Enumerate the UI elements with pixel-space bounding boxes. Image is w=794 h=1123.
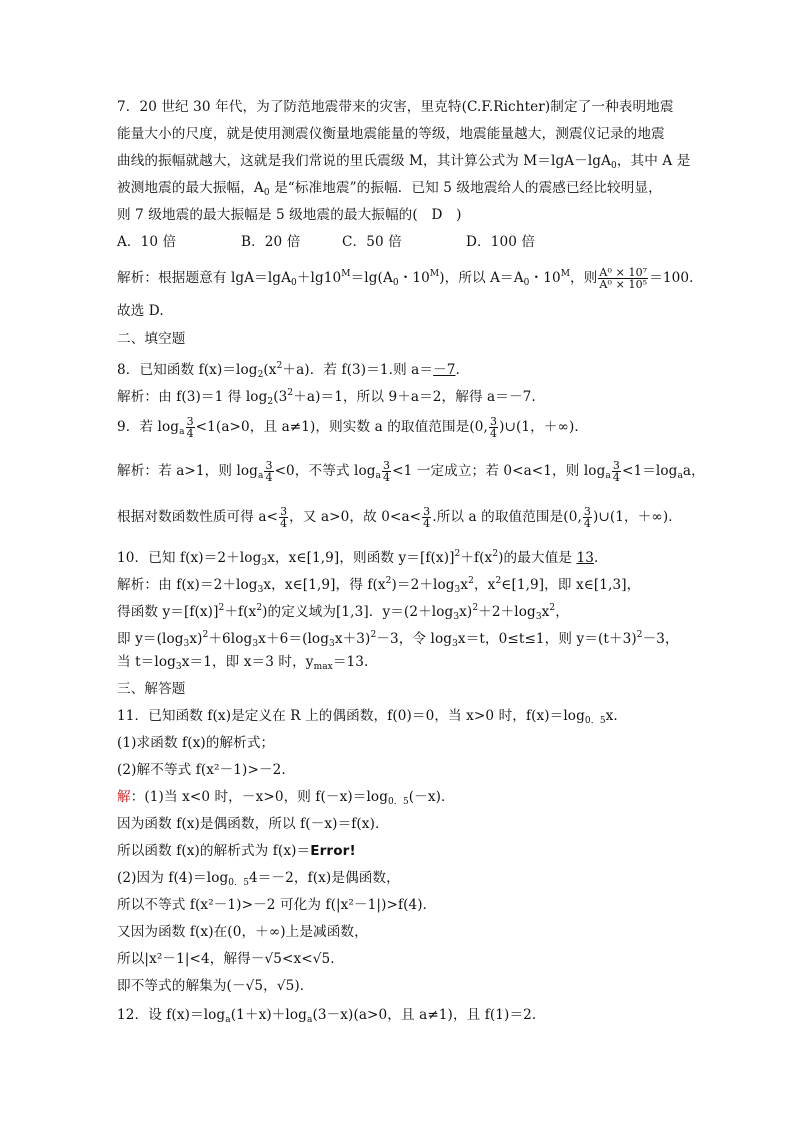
fraction-3-4: $\frac{3}{4}$ bbox=[383, 459, 391, 484]
q7-solution: 解析：根据题意有 $\lg A=\lg A_0+\lg 10^M=\lg(A_0$・$10^M$)，所以 $A=A_0$・$10^M$，则 $\frac{\text{A⁰ × 10⁷}}{\text{A⁰ × 10⁵}}$ ＝100. bbox=[117, 266, 694, 291]
q12-question: 12．设 $f(x)=\log_a(1+x)+\log_a(3-x)(a>0$，且 a≠1)，且 f(1)＝2. bbox=[117, 1007, 537, 1025]
q9-solution-line1: 解析：若 a>1，则 $\log_a$ $\frac{3}{4}$ <0，不等式 $\log_a$ $\frac{3}{4}$ <1 一定成立；若 0<a<1，则 $\log_a$ $\frac{3}{4}$ $<1=\log_aa$， bbox=[117, 459, 705, 484]
q11-solution-line8: 即不等式的解集为(－√5，√5)． bbox=[117, 978, 314, 994]
section-fill-in: 二、填空题 bbox=[117, 331, 186, 347]
fraction-3-4: $\frac{3}{4}$ bbox=[583, 505, 591, 530]
solution-label: 解 bbox=[117, 789, 131, 805]
q11-solution-line6: 又因为函数 f(x)在(0，＋∞)上是减函数， bbox=[117, 924, 368, 940]
fraction-3-4: $\frac{3}{4}$ bbox=[186, 415, 194, 440]
q9-question: 9．若 $\log_a$ $\frac{3}{4}$ <1(a>0，且 a≠1)，则实数 a 的取值范围是(0, $\frac{3}{4}$ )∪(1，＋∞)． bbox=[117, 415, 589, 440]
q11-solution-line5: 所以不等式 f(x²－1)>－2 可化为 f(|x²－1|)>f(4)． bbox=[117, 897, 437, 913]
section-solutions: 三、解答题 bbox=[117, 681, 186, 697]
q7-line3: 曲线的振幅就越大，这就是我们常说的里氏震级 M，其计算公式为 M＝lgA－lgA$_0$，其中 A 是 bbox=[117, 153, 691, 171]
q7-line4: 被测地震的最大振幅，$A_0$ 是“标准地震”的振幅．已知 5 级地震给人的震感已经比较明显， bbox=[117, 180, 662, 198]
q7-option-d: D．100 倍 bbox=[466, 234, 536, 250]
q11-part2: (2)解不等式 f(x²－1)>－2. bbox=[117, 762, 286, 778]
q11-solution-line3: 所以函数 f(x)的解析式为 f(x)＝Error! bbox=[117, 843, 356, 859]
q7-option-c: C．50 倍 bbox=[342, 234, 402, 250]
q7-line1: 7．20 世纪 30 年代，为了防范地震带来的灾害，里克特(C.F.Richter)制定了一种表明地震 bbox=[117, 99, 674, 115]
q8-answer: －7 bbox=[433, 362, 456, 378]
q11-solution-line1: 解：(1)当 x<0 时，－x>0，则 $f(-x)=\log_{0.5}(-x)$． bbox=[117, 789, 455, 807]
q9-solution-line2: 根据对数函数性质可得 a< $\frac{3}{4}$ ，又 a>0，故 0<a< $\frac{3}{4}$ .所以 a 的取值范围是(0, $\frac{3}{4}$ )∪(1，＋∞)． bbox=[117, 505, 682, 530]
q11-question: 11．已知函数 f(x)是定义在 R 上的偶函数，f(0)＝0，当 x>0 时，$f(x)=\log_{0.5}x$. bbox=[117, 708, 618, 726]
fraction-3-4: $\frac{3}{4}$ bbox=[612, 459, 620, 484]
q11-part1: (1)求函数 f(x)的解析式； bbox=[117, 735, 275, 751]
q10-solution-line2: 得函数 $y=[f(x)]^2+f(x^2)$的定义域为[1,3]．$y=(2+\log_3x)^2+2+\log_3x^2$， bbox=[117, 603, 569, 622]
fraction-3-4: $\frac{3}{4}$ bbox=[423, 505, 431, 530]
q11-solution-line2: 因为函数 f(x)是偶函数，所以 f(－x)＝f(x)． bbox=[117, 816, 389, 832]
q7-conclusion: 故选 D. bbox=[117, 303, 164, 319]
q7-option-a: A．10 倍 bbox=[117, 234, 177, 250]
q10-question: 10．已知 $f(x)=2+\log_3x$，x∈[1,9]，则函数 $y=[f(x)]^2+f(x^2)$的最大值是 13. bbox=[117, 549, 599, 568]
fraction-3-4: $\frac{3}{4}$ bbox=[489, 415, 498, 440]
q8-question: 8．已知函数 $f(x)=\log_2(x^2+a)$．若 f(3)＝1.则 a＝－7. bbox=[117, 361, 460, 380]
q7-option-b: B．20 倍 bbox=[241, 234, 301, 250]
q7-fraction: $\frac{\text{A⁰ × 10⁷}}{\text{A⁰ × 10⁵}}$ bbox=[599, 266, 648, 291]
q11-solution-line4: (2)因为 $f(4)=\log_{0.5}4=-2$，f(x)是偶函数， bbox=[117, 870, 400, 888]
q10-solution-line1: 解析：由 $f(x)=2+\log_3x$，x∈[1,9]，得 $f(x^2)=2+\log_3x^2$，$x^2\in[1,9]$，即 x∈[1,3]， bbox=[117, 576, 641, 595]
q7-line2: 能量大小的尺度，就是使用测震仪衡量地震能量的等级，地震能量越大，测震仪记录的地震 bbox=[117, 126, 665, 142]
fraction-3-4: $\frac{3}{4}$ bbox=[280, 505, 288, 530]
q10-solution-line4: 当 $t=\log_3x=1$，即 x＝3 时，$y_{max}=13$. bbox=[117, 654, 369, 672]
q7-line5: 则 7 级地震的最大振幅是 5 级地震的最大振幅的( D ) bbox=[117, 207, 462, 223]
error-placeholder: Error! bbox=[310, 843, 356, 859]
fraction-3-4: $\frac{3}{4}$ bbox=[265, 459, 273, 484]
q10-answer: 13 bbox=[576, 550, 594, 566]
q10-solution-line3: 即 $y=(\log_3x)^2+6\log_3x+6=(\log_3x+3)^2-3$，令 $\log_3x=t$，0≤t≤1，则 $y=(t+3)^2-3$， bbox=[117, 630, 679, 649]
q8-solution: 解析：由 f(3)＝1 得 $\log_2(3^2+a)=1$，所以 9＋a＝2，解得 a＝－7. bbox=[117, 388, 536, 407]
q11-solution-line7: 所以|x²－1|<4，解得－√5<x<√5. bbox=[117, 951, 335, 967]
